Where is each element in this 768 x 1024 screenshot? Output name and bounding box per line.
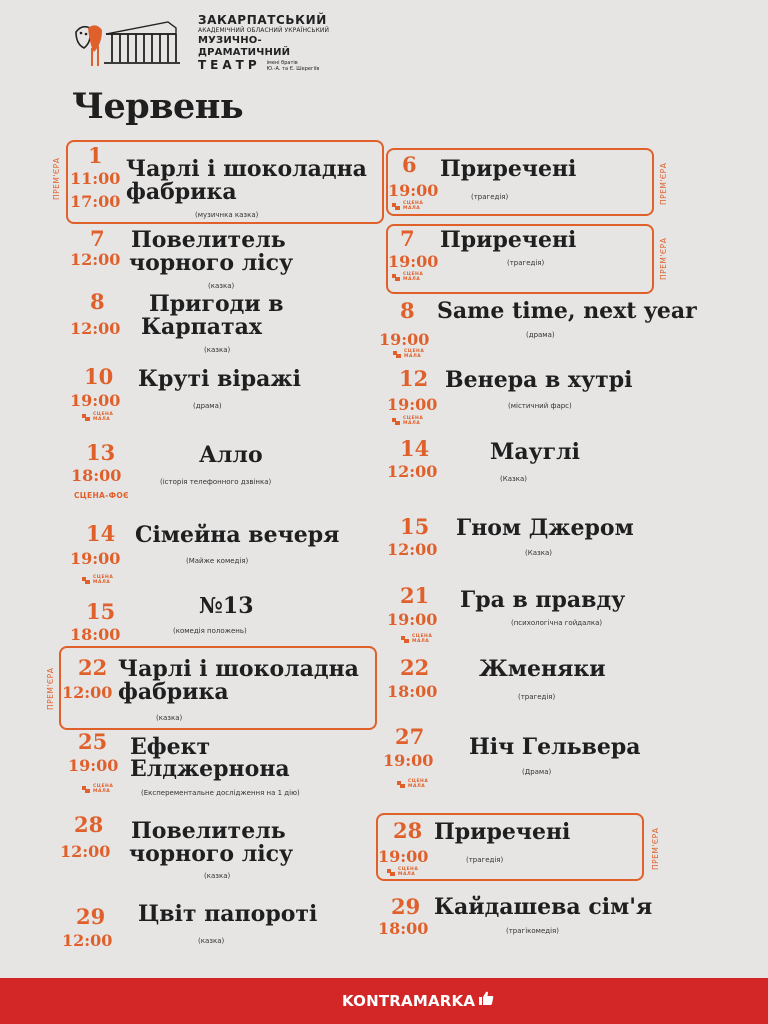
event-time: 12:00 [62, 683, 113, 702]
event-day: 27 [395, 724, 425, 749]
stage-mala-badge [392, 416, 423, 426]
event-time: 19:00 [70, 549, 121, 568]
event-day: 15 [400, 514, 430, 539]
stage-icon [387, 869, 396, 876]
theatre-name-line5b: Ю.-А. та Є. Шерегіїв [266, 65, 320, 72]
thumbs-up-icon [478, 991, 494, 1010]
stage-label: СЦЕНА [403, 272, 424, 277]
event-day: 12 [399, 366, 429, 391]
event-title[interactable]: Чарлі і шоколадна [126, 156, 367, 182]
stage-mala-badge [392, 201, 423, 211]
theatre-logo-icon [72, 18, 182, 68]
event-time: 12:00 [387, 462, 438, 481]
event-title[interactable]: фабрика [126, 179, 237, 205]
event-time: 12:00 [70, 250, 121, 269]
event-title[interactable]: фабрика [118, 679, 229, 705]
stage-mala-badge [397, 779, 428, 789]
event-title[interactable]: Same time, next year [437, 298, 697, 324]
event-title[interactable]: Карпатах [141, 314, 263, 340]
event-genre: (драма) [526, 331, 555, 339]
event-time: 19:00 [379, 330, 430, 349]
event-time: 19:00 [387, 610, 438, 629]
event-time: 12:00 [62, 931, 113, 950]
event-time: 11:00 [70, 169, 121, 188]
stage-label: МАЛА [412, 639, 430, 644]
event-title[interactable]: Приречені [440, 227, 577, 253]
event-time: 19:00 [383, 751, 434, 770]
event-genre: (музичнка казка) [195, 211, 259, 219]
event-title[interactable]: Пригоди в [149, 291, 284, 317]
event-title[interactable]: Гном Джером [456, 515, 634, 541]
event-genre: (трагедія) [507, 259, 545, 267]
event-time: 19:00 [387, 395, 438, 414]
event-genre: (Майже комедія) [186, 557, 249, 565]
event-day: 25 [78, 729, 108, 754]
theatre-name-line2: АКАДЕМІЧНИЙ ОБЛАСНИЙ УКРАЇНСЬКИЙ [198, 27, 330, 34]
event-time: 19:00 [388, 252, 439, 271]
theatre-name-line4: ТЕАТР [198, 58, 261, 72]
event-day: 13 [86, 440, 116, 465]
stage-label: СЦЕНА [93, 784, 114, 789]
event-time: 12:00 [70, 319, 121, 338]
event-genre: (трагедія) [471, 193, 509, 201]
stage-mala-badge [392, 272, 423, 282]
event-time: 19:00 [70, 391, 121, 410]
stage-icon [393, 351, 402, 358]
event-title[interactable]: Чарлі і шоколадна [118, 656, 359, 682]
event-time: 19:00 [68, 756, 119, 775]
event-genre: (історія телефонного дзвінка) [160, 478, 272, 486]
event-day: 8 [90, 289, 105, 314]
event-day: 28 [74, 812, 104, 837]
theatre-name-line5a: імені братів [266, 59, 298, 66]
theatre-name-line3: МУЗИЧНО-ДРАМАТИЧНИЙ [198, 35, 291, 58]
stage-label: СЦЕНА [408, 779, 429, 784]
event-genre: (Казка) [525, 549, 552, 557]
stage-icon [392, 274, 401, 281]
event-title[interactable]: Мауглі [490, 439, 581, 465]
stage-label: МАЛА [403, 277, 421, 282]
event-time: 18:00 [71, 466, 122, 485]
event-genre: (казка) [198, 937, 225, 945]
stage-label: МАЛА [403, 206, 421, 211]
event-title[interactable]: №13 [199, 593, 254, 619]
event-title[interactable]: Повелитель [131, 818, 286, 844]
premiere-label: ПРЕМ'ЄРА [46, 667, 55, 710]
stage-icon [82, 414, 91, 421]
event-time: 19:00 [378, 847, 429, 866]
event-time: 12:00 [60, 842, 111, 861]
event-day: 8 [400, 298, 415, 323]
event-day: 29 [391, 894, 421, 919]
stage-mala-badge [82, 575, 113, 585]
stage-label: МАЛА [398, 872, 416, 877]
stage-icon [82, 786, 91, 793]
theatre-name [198, 14, 348, 72]
event-genre: (казка) [156, 714, 183, 722]
event-title[interactable]: Ефект [130, 734, 211, 760]
event-time: 17:00 [70, 192, 121, 211]
stage-label: МАЛА [403, 421, 421, 426]
event-title[interactable]: Приречені [440, 156, 577, 182]
stage-mala-badge [401, 634, 432, 644]
event-genre: (казка) [208, 282, 235, 290]
event-title[interactable]: Венера в хутрі [445, 367, 633, 393]
theatre-name-line1: ЗАКАРПАТСЬКИЙ [198, 13, 327, 27]
stage-label: СЦЕНА [403, 201, 424, 206]
premiere-label: ПРЕМ'ЄРА [651, 827, 660, 870]
event-time: 18:00 [378, 919, 429, 938]
event-day: 10 [84, 364, 114, 389]
month-title: Червень [72, 86, 244, 127]
premiere-label: ПРЕМ'ЄРА [659, 237, 668, 280]
event-title[interactable]: Кайдашева сім'я [434, 894, 653, 920]
stage-label: СЦЕНА [404, 349, 425, 354]
event-day: 1 [88, 143, 103, 168]
stage-label: МАЛА [93, 789, 111, 794]
event-day: 6 [402, 152, 417, 177]
stage-icon [392, 203, 401, 210]
stage-icon [82, 577, 91, 584]
event-day: 14 [86, 521, 116, 546]
stage-mala-badge [393, 349, 424, 359]
event-time: 19:00 [388, 181, 439, 200]
stage-foye-label: СЦЕНА-ФОЄ [74, 491, 129, 500]
stage-label: МАЛА [93, 580, 111, 585]
premiere-label: ПРЕМ'ЄРА [659, 162, 668, 205]
event-genre: (містичний фарс) [508, 402, 572, 410]
stage-mala-badge [387, 867, 418, 877]
stage-mala-badge [82, 412, 113, 422]
event-title[interactable]: Гра в правду [460, 587, 626, 613]
event-title[interactable]: чорного лісу [129, 841, 294, 867]
event-title[interactable]: Приречені [434, 819, 571, 845]
event-day: 22 [400, 655, 430, 680]
event-title[interactable]: Цвіт папороті [138, 901, 318, 927]
stage-label: МАЛА [93, 417, 111, 422]
event-time: 18:00 [387, 682, 438, 701]
event-genre: (трагікомедія) [506, 927, 559, 935]
stage-label: СЦЕНА [398, 867, 419, 872]
event-day: 22 [78, 655, 108, 680]
event-day: 14 [400, 436, 430, 461]
stage-label: МАЛА [404, 354, 422, 359]
event-title[interactable]: Повелитель [131, 227, 286, 253]
event-title[interactable]: Елджернона [130, 756, 290, 782]
stage-mala-badge [82, 784, 113, 794]
event-day: 28 [393, 818, 423, 843]
event-day: 7 [400, 226, 415, 251]
event-genre: (комедія положень) [173, 627, 247, 635]
event-genre: (Казка) [500, 475, 527, 483]
premiere-label: ПРЕМ'ЄРА [52, 157, 61, 200]
event-genre: (казка) [204, 872, 231, 880]
event-genre: (трагедія) [466, 856, 504, 864]
event-genre: (казка) [204, 346, 231, 354]
stage-icon [397, 781, 406, 788]
event-genre: (Експерементальне дослідження на 1 дію) [141, 789, 300, 797]
stage-label: СЦЕНА [412, 634, 433, 639]
event-day: 29 [76, 904, 106, 929]
stage-icon [401, 636, 410, 643]
event-title[interactable]: Ніч Гельвера [469, 734, 641, 760]
stage-label: СЦЕНА [403, 416, 424, 421]
event-title[interactable]: Жменяки [479, 656, 606, 682]
stage-label: СЦЕНА [93, 575, 114, 580]
event-title[interactable]: Круті віражі [138, 366, 301, 392]
event-title[interactable]: чорного лісу [129, 250, 294, 276]
event-genre: (драма) [193, 402, 222, 410]
event-title[interactable]: Алло [199, 442, 263, 468]
event-genre: (трагедія) [518, 693, 556, 701]
event-title[interactable]: Сімейна вечеря [135, 522, 340, 548]
event-day: 15 [86, 599, 116, 624]
footer-brand: KONTRAMARKA [342, 991, 476, 1010]
event-time: 18:00 [70, 625, 121, 644]
event-day: 7 [90, 226, 105, 251]
event-time: 12:00 [387, 540, 438, 559]
event-genre: (Драма) [522, 768, 552, 776]
stage-label: СЦЕНА [93, 412, 114, 417]
event-day: 21 [400, 583, 430, 608]
stage-icon [392, 418, 401, 425]
kontramarka-logo[interactable] [342, 991, 494, 1010]
stage-label: МАЛА [408, 784, 426, 789]
event-genre: (психологічна гойдалка) [511, 619, 603, 627]
